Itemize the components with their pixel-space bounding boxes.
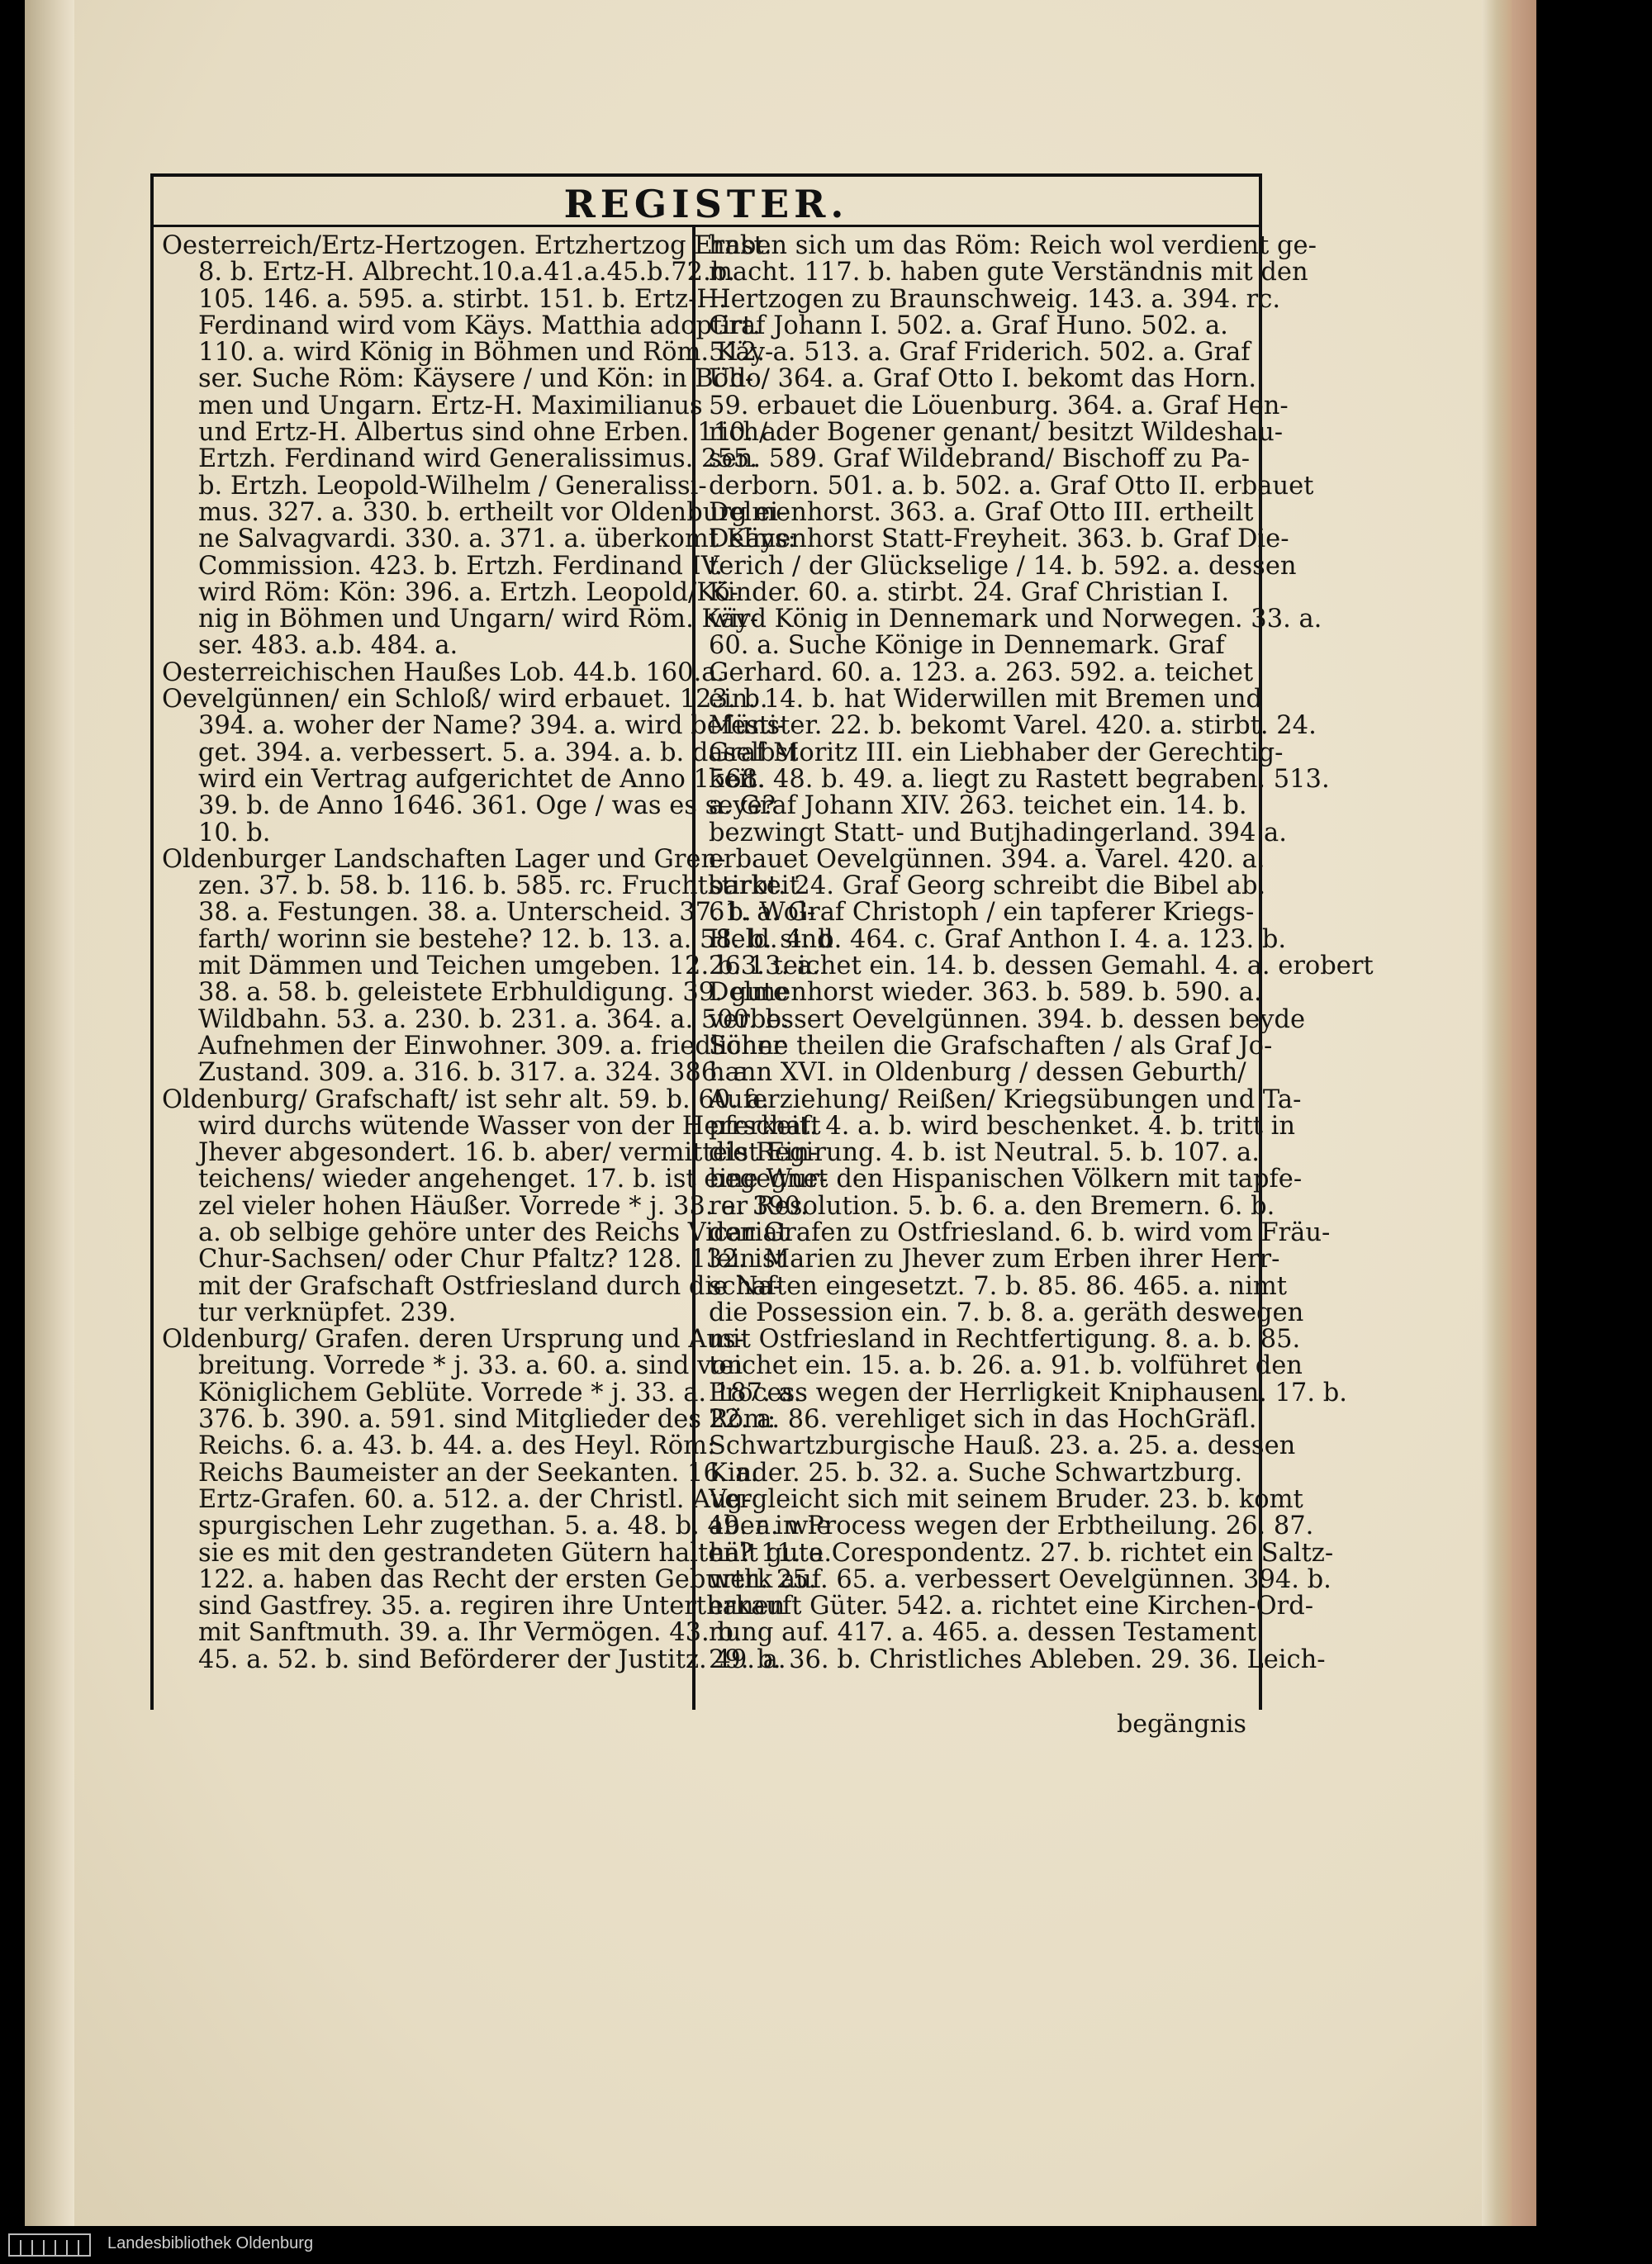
register-line: Ferdinand wird vom Käys. Matthia adoptirt.: [198, 311, 761, 340]
register-line: 38. a. 58. b. geleistete Erbhuldigung. 39. gute: [198, 978, 789, 1008]
register-line: 59. erbauet die Löuenburg. 364. a. Graf Hen-: [709, 391, 1289, 420]
register-line: ser. Suche Röm: Käysere / und Kön: in Böh-: [198, 364, 754, 394]
register-line: begegnet den Hispanischen Völkern mit tapfe-: [709, 1165, 1303, 1194]
register-line: wird durchs wütende Wasser von der Herrschaft: [198, 1111, 821, 1141]
register-line: 263. teichet ein. 14. b. dessen Gemahl. 4. a. erobert: [709, 952, 1374, 981]
register-line: b. Ertzh. Leopold-Wilhelm / Generalissi-: [198, 471, 707, 501]
register-line: Aufnehmen der Einwohner. 309. a. friedlicher: [198, 1031, 785, 1061]
register-line: wird Röm: Kön: 396. a. Ertzh. Leopold/Kö-: [198, 577, 738, 607]
register-line: zel vieler hohen Häußer. Vorrede * j. 33. a. 390.: [198, 1191, 809, 1221]
register-line: schaften eingesetzt. 7. b. 85. 86. 465. a. nimt: [709, 1271, 1288, 1301]
register-line: die Possession ein. 7. b. 8. a. geräth deswegen: [709, 1298, 1304, 1327]
register-line: hält gute Corespondentz. 27. b. richtet ein Saltz-: [709, 1538, 1334, 1568]
book-page: [25, 0, 1512, 2264]
register-line: Chur-Sachsen/ oder Chur Pfaltz? 128. 132. ist: [198, 1245, 786, 1274]
register-line: bezwingt Statt- und Butjhadingerland. 394 a.: [709, 818, 1287, 847]
register-line: ein. 14. b. hat Widerwillen mit Bremen und: [709, 685, 1263, 714]
register-line: mit Dämmen und Teichen umgeben. 12. b. 13. a.: [198, 952, 820, 981]
register-line: Kinder. 60. a. stirbt. 24. Graf Christian I.: [709, 577, 1230, 607]
register-line: Zustand. 309. a. 316. b. 317. a. 324. 386. a.: [198, 1058, 757, 1088]
register-line: hann XVI. in Oldenburg / dessen Geburth/: [709, 1058, 1246, 1088]
register-line: 29. b. 36. b. Christliches Ableben. 29. 36. Leich-: [709, 1645, 1326, 1674]
register-line: nung auf. 417. a. 465. a. dessen Testament.: [709, 1618, 1265, 1648]
register-line: mit Ostfriesland in Rechtfertigung. 8. a. b. 85.: [709, 1325, 1301, 1355]
register-line: Oldenburger Landschaften Lager und Gren-: [162, 844, 726, 874]
register-line: Gerhard. 60. a. 123. a. 263. 592. a. teichet: [709, 657, 1254, 687]
register-line: Graf Johann I. 502. a. Graf Huno. 502. a.: [709, 311, 1228, 340]
register-line: Kinder. 25. b. 32. a. Suche Schwartzburg.: [709, 1458, 1243, 1488]
right-column: [709, 231, 1374, 1674]
register-line: spurgischen Lehr zugethan. 5. a. 48. b. 49. a. wie: [198, 1512, 832, 1541]
register-line: Hertzogen zu Braunschweig. 143. a. 394. rc.: [709, 284, 1281, 314]
left-column: [162, 231, 833, 1674]
catchword: begängnis: [1117, 1710, 1246, 1739]
register-line: Oesterreichischen Haußes Lob. 44.b. 160.a.: [162, 657, 725, 687]
register-line: get. 394. a. verbessert. 5. a. 394. a. b. daselbst: [198, 738, 799, 767]
register-frame: [150, 173, 1374, 1710]
register-line: Delmenhorst. 363. a. Graf Otto III. ertheilt: [709, 497, 1254, 527]
register-line: Oevelgünnen/ ein Schloß/ wird erbauet. 123. b.: [162, 685, 768, 714]
register-line: Delmenhorst wieder. 363. b. 589. b. 590. a.: [709, 978, 1262, 1008]
register-line: Münster. 22. b. bekomt Varel. 420. a. stirbt. 24.: [709, 711, 1317, 741]
register-line: Oldenburg/ Grafschaft/ ist sehr alt. 59. b. 60. a.: [162, 1085, 770, 1114]
register-line: Auferziehung/ Reißen/ Kriegsübungen und Ta-: [709, 1085, 1302, 1114]
register-line: 512. a. 513. a. Graf Friderich. 502. a. Graf: [709, 338, 1251, 368]
register-line: ne Salvagvardi. 330. a. 371. a. überkomt Käys:: [198, 524, 796, 554]
register-line: ser. 483. a.b. 484. a.: [198, 631, 458, 661]
register-line: 39. b. de Anno 1646. 361. Oge / was es seye?: [198, 791, 776, 821]
register-line: sen. 589. Graf Wildebrand/ Bischoff zu Pa-: [709, 444, 1251, 474]
register-line: Wildbahn. 53. a. 230. b. 231. a. 364. a. 500. b.: [198, 1004, 790, 1034]
register-line: 45. a. 52. b. sind Beförderer der Justitz. 49. a.: [198, 1645, 786, 1674]
register-line: Schwartzburgische Hauß. 23. a. 25. a. dessen: [709, 1431, 1296, 1461]
register-line: keit. 48. b. 49. a. liegt zu Rastett begraben. 513.: [709, 764, 1330, 794]
register-line: erkauft Güter. 542. a. richtet eine Kirchen-Ord-: [709, 1592, 1314, 1621]
page-gutter: [25, 0, 74, 2264]
red-page-edge: [1512, 0, 1536, 2264]
register-line: teichet ein. 15. a. b. 26. a. 91. b. volführet den: [709, 1351, 1303, 1381]
register-line: den Grafen zu Ostfriesland. 6. b. wird vom Fräu-: [709, 1217, 1331, 1247]
page-fore-edge: [1482, 0, 1512, 2264]
register-line: pferkeit. 4. a. b. wird beschenket. 4. b. tritt in: [709, 1111, 1296, 1141]
library-logo-icon: [8, 2233, 91, 2257]
register-line: 38. a. Festungen. 38. a. Unterscheid. 37. b. Wol-: [198, 898, 816, 928]
register-line: Söhne theilen die Grafschaften / als Graf Jo-: [709, 1031, 1273, 1061]
register-line: breitung. Vorrede * j. 33. a. 60. a. sind von: [198, 1351, 743, 1381]
register-line: Oldenburg/ Grafen. deren Ursprung und Aus-: [162, 1325, 744, 1355]
register-line: Process wegen der Herrligkeit Kniphausen. 17. b.: [709, 1378, 1347, 1407]
register-line: wird König in Dennemark und Norwegen. 33. a.: [709, 605, 1322, 634]
register-line: zen. 37. b. 58. b. 116. b. 585. rc. Fruchtbarkeit: [198, 871, 800, 901]
register-line: 60. a. Suche Könige in Dennemark. Graf: [709, 631, 1225, 661]
register-line: 394. a. woher der Name? 394. a. wird befesti-: [198, 711, 786, 741]
page-title: REGISTER.: [563, 182, 849, 226]
register-line: 105. 146. a. 595. a. stirbt. 151. b. Ertz-H.: [198, 284, 727, 314]
register-line: derborn. 501. a. b. 502. a. Graf Otto II. erbauet: [709, 471, 1314, 501]
register-line: haben sich um das Röm: Reich wol verdient ge-: [709, 231, 1317, 260]
register-line: Delmenhorst Statt-Freyheit. 363. b. Graf Die-: [709, 524, 1289, 554]
register-line: nig in Böhmen und Ungarn/ wird Röm. Käy-: [198, 605, 758, 634]
footer-bar: [0, 2226, 1652, 2264]
register-line: und Ertz-H. Albertus sind ohne Erben. 110. a.: [198, 418, 785, 448]
register-line: Udo/ 364. a. Graf Otto I. bekomt das Horn.: [709, 364, 1257, 394]
register-line: men und Ungarn. Ertz-H. Maximilianus: [198, 391, 703, 420]
register-line: Reichs. 6. a. 43. b. 44. a. des Heyl. Röm:: [198, 1431, 716, 1461]
register-line: Reichs Baumeister an der Seekanten. 16. a.: [198, 1458, 759, 1488]
register-line: die Regirung. 4. b. ist Neutral. 5. b. 107. a.: [709, 1138, 1260, 1168]
register-line: farth/ worinn sie bestehe? 12. b. 13. a. 58. b. sind: [198, 924, 833, 954]
register-line: Jhever abgesondert. 16. b. aber/ vermittelst Ein-: [198, 1138, 819, 1168]
register-line: Commission. 423. b. Ertzh. Ferdinand IV.: [198, 551, 724, 581]
register-line: a. Graf Johann XIV. 263. teichet ein. 14. b.: [709, 791, 1247, 821]
register-line: lein Marien zu Jhever zum Erben ihrer Herr-: [709, 1245, 1280, 1274]
register-line: stirbt. 24. Graf Georg schreibt die Bibel ab.: [709, 871, 1266, 901]
register-line: aber in Process wegen der Erbtheilung. 26. 87.: [709, 1512, 1314, 1541]
register-line: 22. a. 86. verehliget sich in das HochGräfl.: [709, 1405, 1257, 1435]
register-line: rer Resolution. 5. b. 6. a. den Bremern. 6. b.: [709, 1191, 1275, 1221]
library-name: Landesbibliothek Oldenburg: [107, 2234, 314, 2252]
register-line: mit der Grafschaft Ostfriesland durch die Na-: [198, 1271, 782, 1301]
register-line: 8. b. Ertz-H. Albrecht.10.a.41.a.45.b.72.b.: [198, 258, 736, 287]
register-line: 110. a. wird König in Böhmen und Röm. Käy-: [198, 338, 774, 368]
register-line: Ertzh. Ferdinand wird Generalissimus. 255.: [198, 444, 757, 474]
register-line: Oesterreich/Ertz-Hertzogen. Ertzhertzog Ernst.: [162, 231, 772, 260]
register-line: sind Gastfrey. 35. a. regiren ihre Unterthanen: [198, 1592, 786, 1621]
register-line: mit Sanftmuth. 39. a. Ihr Vermögen. 43. b.: [198, 1618, 742, 1648]
register-line: 122. a. haben das Recht der ersten Geburth. 25.: [198, 1564, 817, 1594]
register-line: rich/ der Bogener genant/ besitzt Wildeshau-: [709, 418, 1284, 448]
register-line: Königlichem Geblüte. Vorrede * j. 33. a. 187. a.: [198, 1378, 802, 1407]
register-line: teichens/ wieder angehenget. 17. b. ist eine Wur-: [198, 1165, 828, 1194]
register-line: macht. 117. b. haben gute Verständnis mit den: [709, 258, 1308, 287]
register-line: wird ein Vertrag aufgerichtet de Anno 1568.: [198, 764, 766, 794]
register-line: werk auf. 65. a. verbessert Oevelgünnen. 394. b.: [709, 1564, 1332, 1594]
register-line: Vergleicht sich mit seinem Bruder. 23. b. komt: [709, 1484, 1303, 1514]
register-line: 10. b.: [198, 818, 271, 847]
register-line: 376. b. 390. a. 591. sind Mitglieder des Röm:: [198, 1405, 776, 1435]
register-line: erbauet Oevelgünnen. 394. a. Varel. 420. a.: [709, 844, 1265, 874]
register-line: Ertz-Grafen. 60. a. 512. a. der Christl. Aug-: [198, 1484, 752, 1514]
register-line: verbessert Oevelgünnen. 394. b. dessen beyde: [709, 1004, 1306, 1034]
register-line: Graf Moritz III. ein Liebhaber der Gerechtig-: [709, 738, 1284, 767]
register-line: tur verknüpfet. 239.: [198, 1298, 457, 1327]
register-line: terich / der Glückselige / 14. b. 592. a. dessen: [709, 551, 1297, 581]
register-line: sie es mit den gestrandeten Gütern halten? 11. a.: [198, 1538, 833, 1568]
register-line: a. ob selbige gehöre unter des Reichs Vicariat: [198, 1217, 788, 1247]
title-rule: [154, 225, 1259, 227]
register-line: mus. 327. a. 330. b. ertheilt vor Oldenburg ei-: [198, 497, 787, 527]
register-line: 61. a. Graf Christoph / ein tapferer Kriegs-: [709, 898, 1255, 928]
register-line: Held. 4. b. 464. c. Graf Anthon I. 4. a. 123. b.: [709, 924, 1287, 954]
